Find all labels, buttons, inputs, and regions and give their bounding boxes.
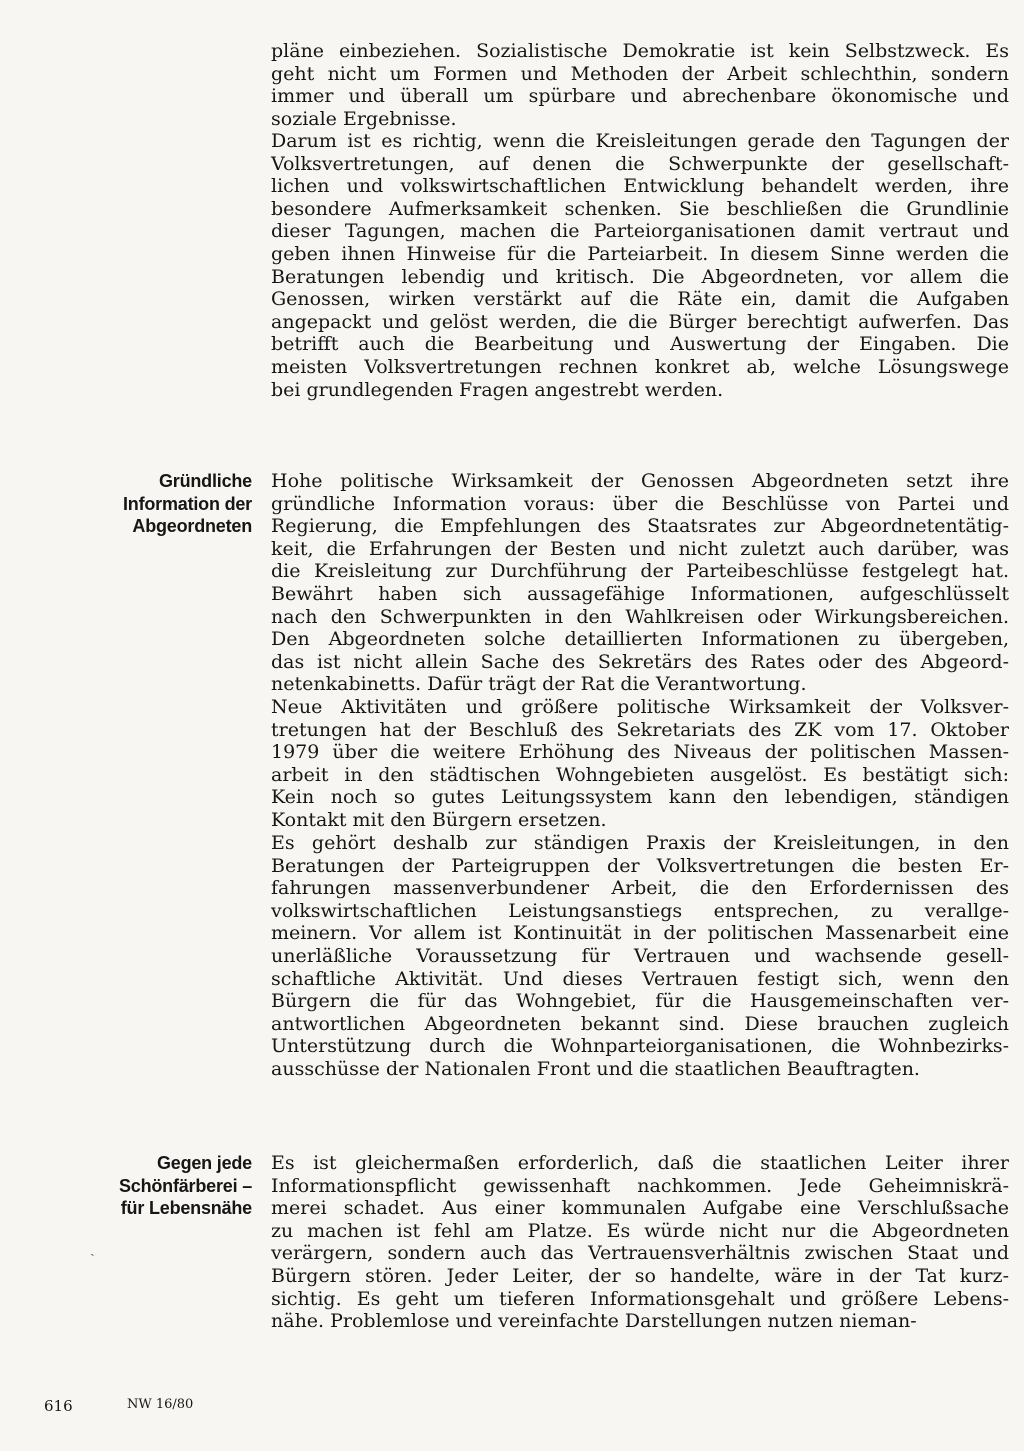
text-line: volkswirtschaftlichen Leistungsanstiegs entsprechen, zu verallge- — [271, 899, 1009, 922]
side-heading-line: Gründliche — [158, 471, 252, 491]
paragraph — [271, 130, 1009, 401]
text-line: Bewährt haben sich aussagefähige Informationen, aufgeschlüsselt — [271, 582, 1009, 605]
text-line: nähe. Problemlose und vereinfachte Darstellungen nutzen nieman- — [271, 1310, 917, 1333]
text-line: gründliche Information voraus: über die Beschlüsse von Partei und — [271, 492, 1009, 515]
text-line: das ist nicht allein Sache des Sekretärs des Rates oder des Abgeord- — [271, 650, 1009, 673]
text-line: immer und überall um spürbare und abrechenbare ökonomische und — [271, 85, 1009, 108]
text-line: antwortlichen Abgeordneten bekannt sind. Diese brauchen zugleich — [271, 1012, 1009, 1035]
text-line: tretungen hat der Beschluß des Sekretariats des ZK vom 17. Oktober — [271, 718, 1009, 741]
text-line: fahrungen massenverbundener Arbeit, die den Erfordernissen des — [271, 877, 1009, 900]
text-line: Kein noch so gutes Leitungssystem kann den lebendigen, ständigen — [271, 786, 1009, 809]
text-line: pläne einbeziehen. Sozialistische Demokratie ist kein Selbstzweck. Es — [271, 40, 1009, 62]
text-line: Volksvertretungen, auf denen die Schwerpunkte der gesellschaft- — [271, 152, 1009, 175]
text-line: Den Abgeordneten solche detaillierten Informationen zu übergeben, — [271, 628, 1009, 651]
text-line: geht nicht um Formen und Methoden der Arbeit schlechthin, sondern — [271, 62, 1009, 85]
text-line: Es gehört deshalb zur ständigen Praxis der Kreisleitungen, in den — [271, 832, 1009, 854]
side-heading — [123, 470, 252, 538]
text-line: soziale Ergebnisse. — [271, 107, 457, 130]
issue-reference: NW 16/80 — [127, 1397, 194, 1412]
text-line: 1979 über die weitere Erhöhung des Niveaus der politischen Massen- — [271, 741, 1009, 764]
text-line: zu machen ist fehl am Platze. Es würde nicht nur die Abgeordneten — [271, 1219, 1009, 1242]
text-line: lichen und volkswirtschaftlichen Entwicklung behandelt werden, ihre — [271, 175, 1009, 198]
text-line: unerläßliche Voraussetzung für Vertrauen und wachsende gesell- — [271, 944, 1009, 967]
side-heading — [119, 1152, 252, 1220]
paragraph — [271, 832, 1009, 1081]
side-heading-line: Abgeordneten — [132, 516, 252, 537]
text-line: sichtig. Es geht um tieferen Informationsgehalt und größere Lebens- — [271, 1287, 1009, 1310]
text-line: Beratungen der Parteigruppen der Volksvertretungen die besten Er- — [271, 854, 1009, 877]
text-line: dieser Tagungen, machen die Parteiorganisationen damit vertraut und — [271, 220, 1009, 243]
text-line: meisten Volksvertretungen rechnen konkret ab, welche Lösungswege — [271, 355, 1009, 378]
text-line: angepackt und gelöst werden, die die Bürger berechtigt aufwerfen. Das — [271, 310, 1009, 333]
text-line: Bürgern stören. Jeder Leiter, der so handelte, wäre in der Tat kurz- — [271, 1264, 1009, 1287]
text-line: bei grundlegenden Fragen angestrebt werden. — [271, 378, 724, 401]
paragraph — [271, 470, 1009, 696]
text-line: ausschüsse der Nationalen Front und die staatlichen Beauftragten. — [271, 1057, 920, 1080]
side-heading-line: Gegen jede — [156, 1153, 252, 1173]
text-line: geben ihnen Hinweise für die Parteiarbeit. In diesem Sinne werden die — [271, 242, 1009, 265]
page-number: 616 — [44, 1397, 73, 1415]
text-line: Genossen, wirken verstärkt auf die Räte ein, damit die Aufgaben — [271, 288, 1009, 311]
text-line: Es ist gleichermaßen erforderlich, daß die staatlichen Leiter ihrer — [271, 1152, 1009, 1174]
text-line: arbeit in den städtischen Wohngebieten ausgelöst. Es bestätigt sich: — [271, 763, 1009, 786]
text-line: betrifft auch die Bearbeitung und Auswertung der Eingaben. Die — [271, 333, 1009, 356]
side-heading-line: Information der — [122, 493, 252, 514]
text-line: Kontakt mit den Bürgern ersetzen. — [271, 808, 607, 831]
text-line: Darum ist es richtig, wenn die Kreisleitungen gerade den Tagungen der — [271, 130, 1009, 152]
text-line: besondere Aufmerksamkeit schenken. Sie beschließen die Grundlinie — [271, 197, 1009, 220]
paragraph — [271, 696, 1009, 832]
text-line: Beratungen lebendig und kritisch. Die Abgeordneten, vor allem die — [271, 265, 1009, 288]
paragraph — [271, 1152, 1009, 1333]
text-line: keit, die Erfahrungen der Besten und nicht zuletzt auch darüber, was — [271, 537, 1009, 560]
text-line: die Kreisleitung zur Durchführung der Parteibeschlüsse festgelegt hat. — [271, 560, 1009, 583]
text-line: schaftliche Aktivität. Und dieses Vertrauen festigt sich, wenn den — [271, 967, 1009, 990]
text-line: Neue Aktivitäten und größere politische Wirksamkeit der Volksver- — [271, 696, 1009, 718]
text-line: merei schadet. Aus einer kommunalen Aufgabe eine Verschlußsache — [271, 1197, 1009, 1220]
margin-mark: ˏ — [90, 1241, 95, 1257]
text-line: netenkabinetts. Dafür trägt der Rat die Verantwortung. — [271, 673, 807, 696]
text-line: Regierung, die Empfehlungen des Staatsrates zur Abgeordnetentätig- — [271, 515, 1009, 538]
text-line: nach den Schwerpunkten in den Wahlkreisen oder Wirkungsbereichen. — [271, 605, 1009, 628]
text-line: verärgern, sondern auch das Vertrauensverhältnis zwischen Staat und — [271, 1242, 1009, 1265]
side-heading-line: für Lebensnähe — [120, 1198, 252, 1219]
paragraph — [271, 40, 1009, 130]
text-line: Informationspflicht gewissenhaft nachkommen. Jede Geheimniskrä- — [271, 1174, 1009, 1197]
text-line: Unterstützung durch die Wohnparteiorganisationen, die Wohnbezirks- — [271, 1035, 1009, 1058]
text-line: Bürgern die für das Wohngebiet, für die Hausgemeinschaften ver- — [271, 990, 1009, 1013]
text-line: meinern. Vor allem ist Kontinuität in der politischen Massenarbeit eine — [271, 922, 1009, 945]
text-line: Hohe politische Wirksamkeit der Genossen Abgeordneten setzt ihre — [271, 470, 1009, 492]
side-heading-line: Schönfärberei – — [118, 1175, 252, 1196]
